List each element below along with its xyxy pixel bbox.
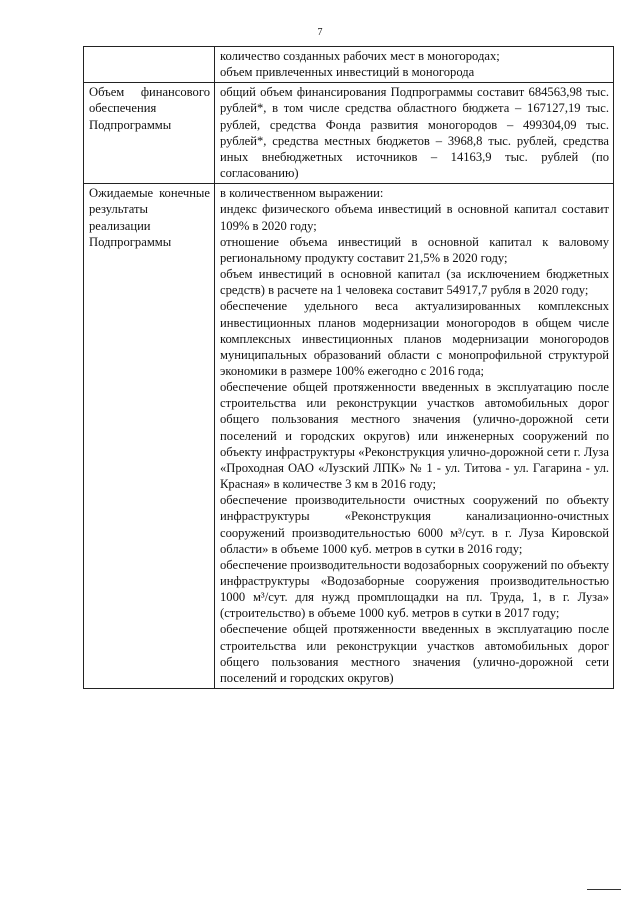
footer-dash xyxy=(587,889,621,890)
content-line: отношение объема инвестиций в основной капитал к валовому региональному продукту составит 21,5% в 2020 году; xyxy=(220,234,609,265)
content-line: в количественном выражении: xyxy=(220,186,384,201)
content-line: количество созданных рабочих мест в моногородах; xyxy=(220,49,500,63)
row-label xyxy=(84,47,215,83)
content-line: объем привлеченных инвестиций в моногорода xyxy=(220,65,475,80)
table-row xyxy=(84,83,614,184)
row-content xyxy=(215,83,614,184)
content-line: обеспечение общей протяженности введенных в эксплуатацию после строительства или реконструкции участков автомобильных дорог общего пользования местного значения (улично-дорожной сети поселений и городских округов) или инженерных сооружений по объекту инфраструктуры «Реконструкция улично-дорожной сети г. Луза «Проходная ОАО «Лузский ЛПК» № 1 - ул. Титова - ул. Гагарина - ул. Красная» в количестве 3 км в 2016 году; xyxy=(220,380,609,492)
passport-table xyxy=(83,46,614,689)
row-label: Ожидаемые конечные результаты реализации Подпрограммы xyxy=(84,184,215,689)
content-line: обеспечение производительности очистных сооружений по объекту инфраструктуры «Реконструкция канализационно-очистных сооружений производительностью 6000 м³/сут. в г. Луза Кировской области» в объеме 1000 куб. метров в сутки в 2016 году; xyxy=(220,493,609,556)
table-row xyxy=(84,47,614,83)
row-label: Объем финансового обеспечения Подпрограммы xyxy=(84,83,215,184)
content-line: индекс физического объема инвестиций в основной капитал составит 109% в 2020 году; xyxy=(220,202,609,233)
content-line: обеспечение производительности водозаборных сооружений по объекту инфраструктуры «Водозаборные сооружения производительностью 1000 м³/сут. для нужд промплощадки на пл. Труда, 1, в г. Луза» (строительство) в объеме 1000 куб. метров в сутки в 2017 году; xyxy=(220,557,609,621)
content-line: обеспечение общей протяженности введенных в эксплуатацию после строительства или реконструкции участков автомобильных дорог общего пользования местного значения (улично-дорожной сети поселений и городских округов) xyxy=(220,622,609,685)
content-line: общий объем финансирования Подпрограммы составит 684563,98 тыс. рублей*, в том числе средства областного бюджета – 167127,19 тыс. рублей, средства Фонда развития моногородов – 499304,09 тыс. рублей*, средства местных бюджетов – 3968,8 тыс. рублей, средства иных внебюджетных источников – 14163,9 тыс. рублей (по согласованию) xyxy=(220,85,609,181)
page-number: 7 xyxy=(317,27,323,38)
content-line: объем инвестиций в основной капитал (за исключением бюджетных средств) в расчете на 1 человека составит 54917,7 рубля в 2020 году; xyxy=(220,267,609,298)
row-content xyxy=(215,47,614,83)
row-content xyxy=(215,184,614,689)
table-row xyxy=(84,184,614,689)
content-line: обеспечение удельного веса актуализированных комплексных инвестиционных планов модернизации моногородов в общем числе комплексных инвестиционных планов модернизации моногородов муниципальных образований области с монопрофильной структурой экономики в размере 100% ежегодно с 2016 года; xyxy=(220,299,609,378)
